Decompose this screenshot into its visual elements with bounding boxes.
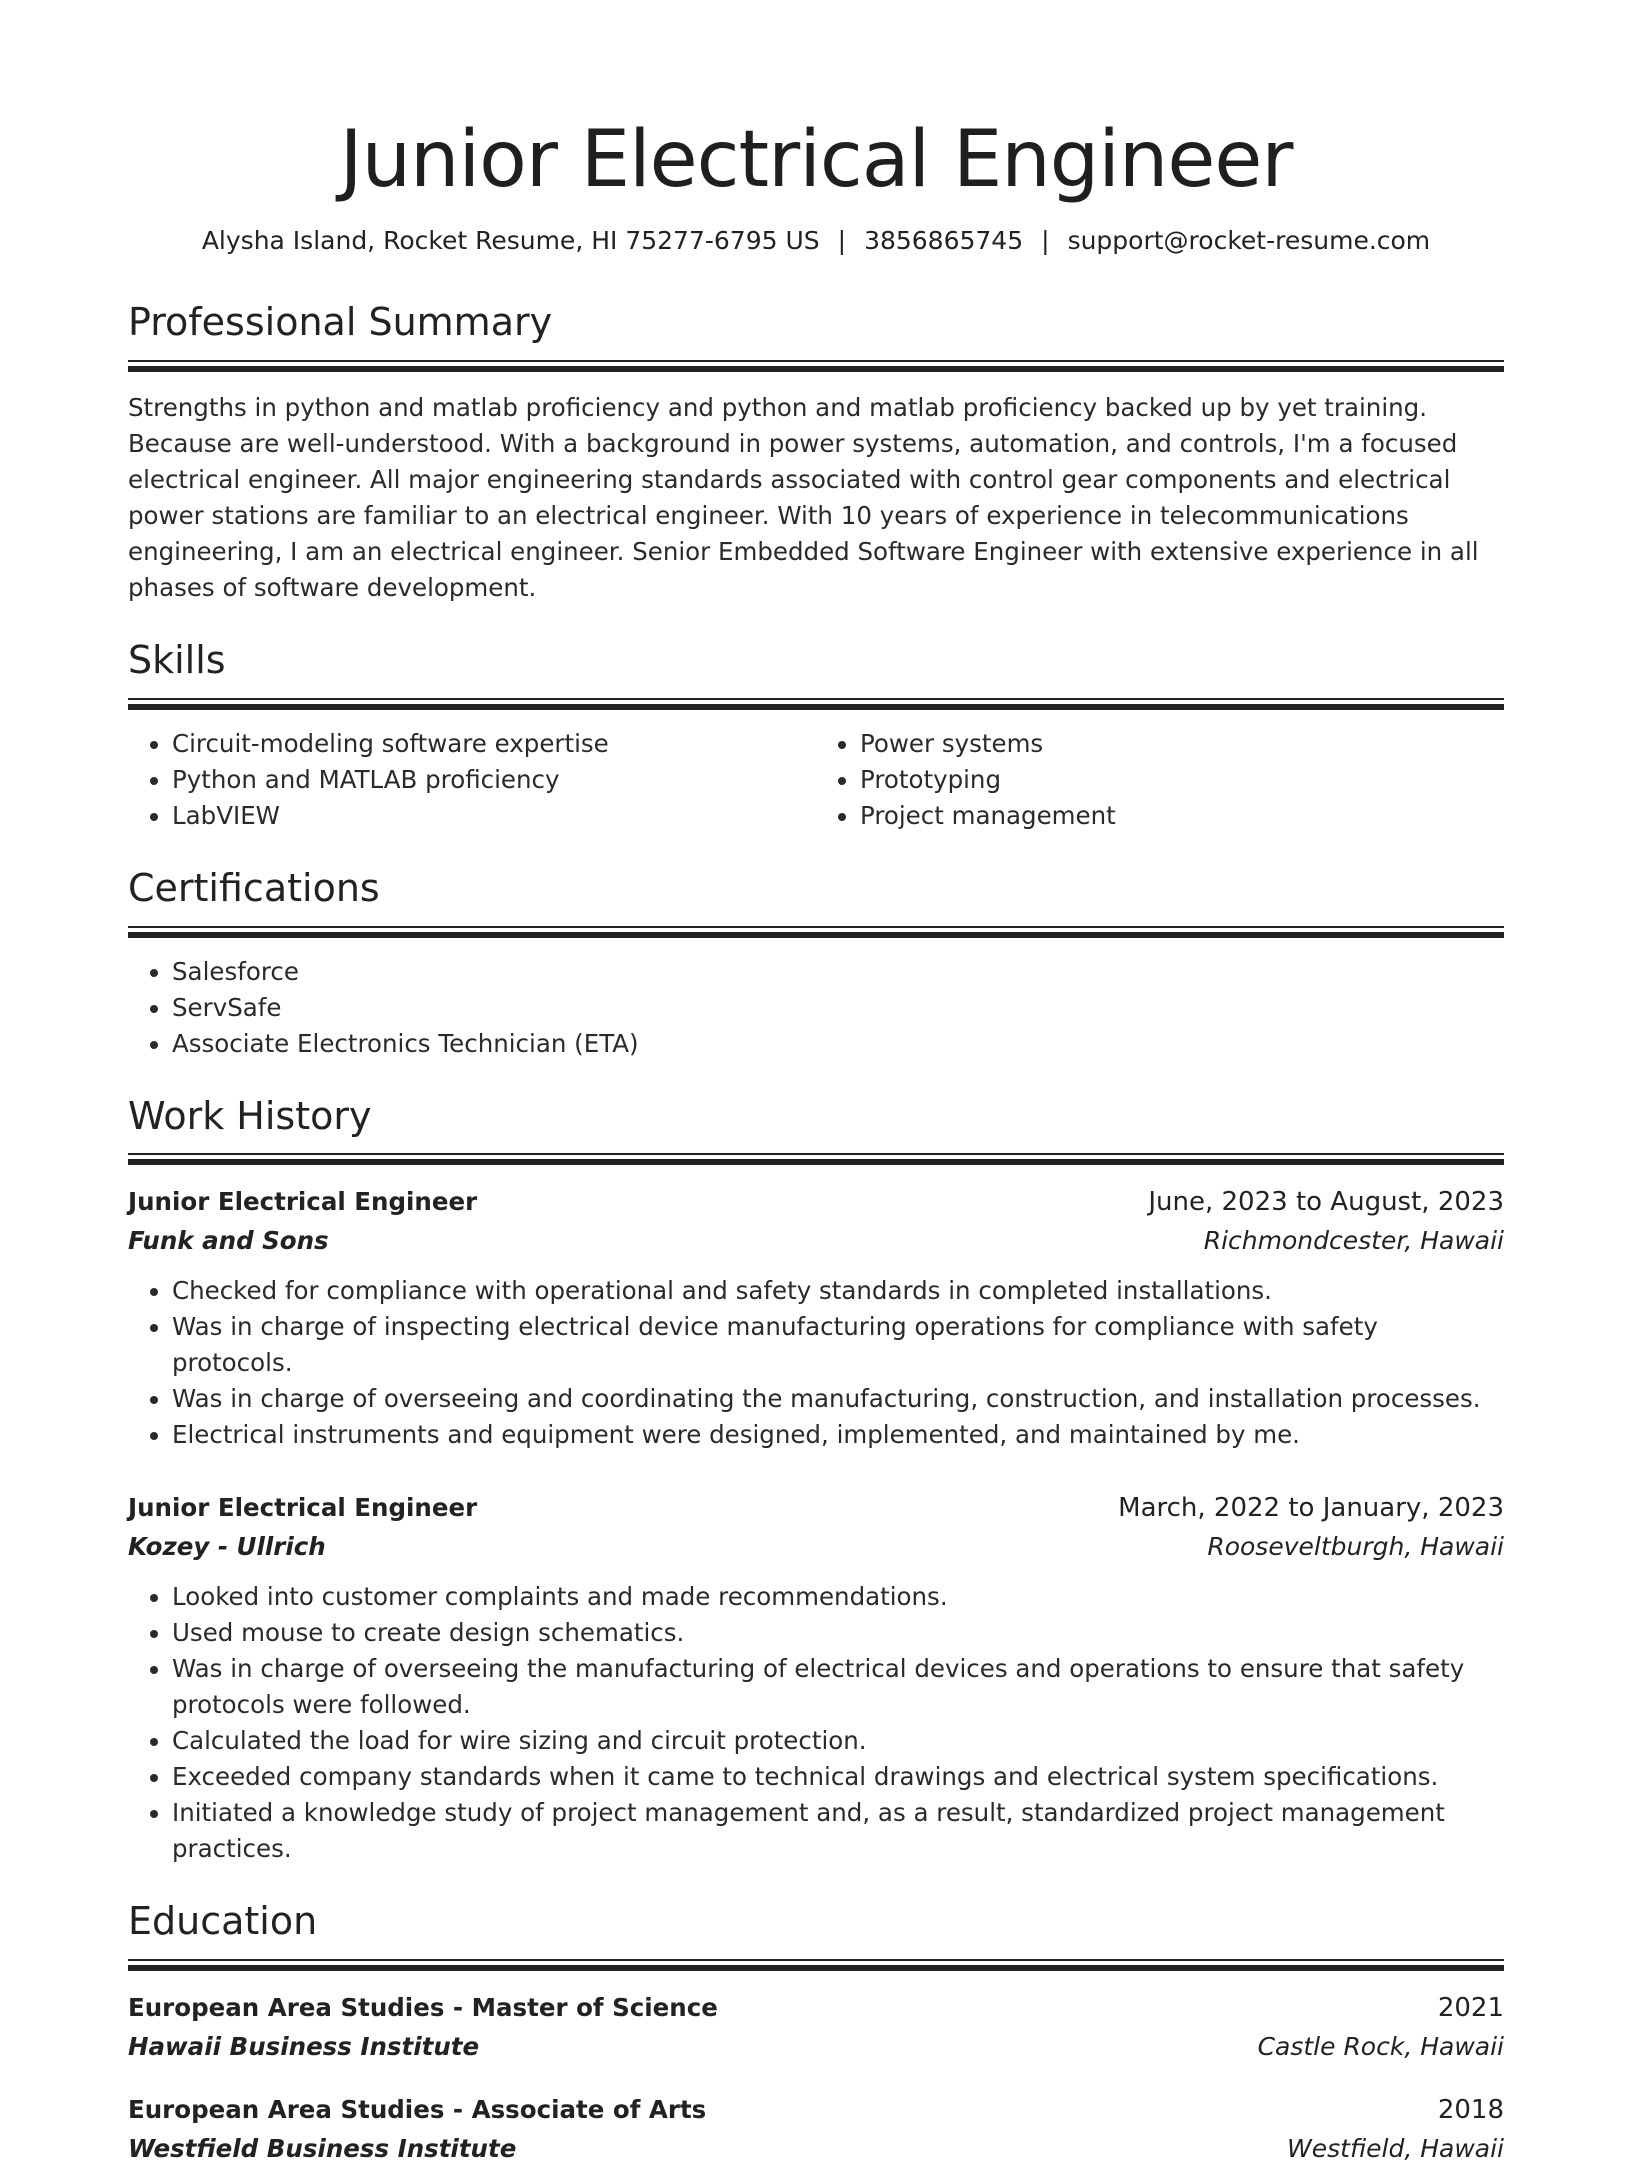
contact-line — [128, 226, 1504, 256]
job-company: Kozey - Ullrich — [128, 1532, 326, 1562]
job-company: Funk and Sons — [128, 1226, 329, 1256]
section-divider — [128, 926, 1504, 938]
section-skills — [128, 640, 1504, 834]
section-heading: Education — [128, 1899, 318, 1944]
job-entry — [128, 1489, 1504, 1867]
summary-text: Strengths in python and matlab proficiency and python and matlab proficiency backed up by yet training. Because are well-understood. With a background in power systems, automation, and controls, I'm a focused electrical engineer. All major engineering standards associated with control gear components and electrical power stations are familiar to an electrical engineer. With 10 years of experience in telecommunications engineering, I am an electrical engineer. Senior Embedded Software Engineer with extensive experience in all phases of software development. — [128, 393, 1479, 603]
certification-item: • Salesforce — [172, 954, 1504, 990]
job-bullet: • Initiated a knowledge study of project management and, as a result, standardized project management practices. — [172, 1795, 1504, 1867]
section-divider — [128, 360, 1504, 372]
job-bullets — [128, 1273, 1504, 1453]
education-year: 2021 — [1437, 1993, 1504, 2024]
job-bullet: • Looked into customer complaints and made recommendations. — [172, 1579, 1504, 1615]
section-divider — [128, 698, 1504, 710]
certifications-list — [128, 954, 1504, 1062]
education-degree: European Area Studies - Master of Science — [128, 1993, 718, 2023]
education-degree: European Area Studies - Associate of Arts — [128, 2095, 707, 2125]
skills-column-right — [816, 726, 1504, 834]
education-header-row — [128, 1989, 1504, 2027]
job-bullet: • Calculated the load for wire sizing and circuit protection. — [172, 1723, 1504, 1759]
section-divider — [128, 1153, 1504, 1165]
job-bullets — [128, 1579, 1504, 1867]
education-entry — [128, 2091, 1504, 2169]
education-school: Hawaii Business Institute — [128, 2032, 480, 2062]
job-bullet: • Checked for compliance with operational and safety standards in completed installations. — [172, 1273, 1504, 1309]
section-heading: Professional Summary — [128, 300, 553, 345]
education-school-row — [128, 2027, 1504, 2067]
certification-item: • ServSafe — [172, 990, 1504, 1026]
skill-item: • Prototyping — [860, 762, 1504, 798]
skill-item: • Power systems — [860, 726, 1504, 762]
education-location: Westfield, Hawaii — [1287, 2134, 1504, 2164]
job-bullet: • Electrical instruments and equipment were designed, implemented, and maintained by me. — [172, 1417, 1504, 1453]
job-location: Rooseveltburgh, Hawaii — [1207, 1532, 1504, 1562]
section-heading: Work History — [128, 1093, 372, 1138]
contact-separator: | — [1041, 226, 1050, 256]
resume-title: Junior Electrical Engineer — [339, 115, 1293, 205]
education-school-row — [128, 2129, 1504, 2169]
section-education — [128, 1901, 1504, 2169]
job-header-row — [128, 1183, 1504, 1221]
skill-item: • Circuit-modeling software expertise — [172, 726, 816, 762]
education-location: Castle Rock, Hawaii — [1257, 2032, 1504, 2062]
section-divider — [128, 1959, 1504, 1971]
job-title: Junior Electrical Engineer — [128, 1493, 478, 1523]
job-dates: March, 2022 to January, 2023 — [1118, 1493, 1504, 1524]
section-certifications — [128, 865, 1504, 1062]
skills-grid — [128, 726, 1504, 834]
skill-item: • Python and MATLAB proficiency — [172, 762, 816, 798]
job-bullet: • Was in charge of overseeing and coordinating the manufacturing, construction, and installation processes. — [172, 1381, 1504, 1417]
contact-phone: 3856865745 — [864, 226, 1024, 256]
skill-item: • Project management — [860, 798, 1504, 834]
section-professional-summary — [128, 302, 1504, 606]
job-title: Junior Electrical Engineer — [128, 1187, 478, 1217]
contact-separator: | — [837, 226, 847, 256]
job-bullet: • Was in charge of inspecting electrical device manufacturing operations for compliance with safety protocols. — [172, 1309, 1504, 1381]
job-bullet: • Exceeded company standards when it came to technical drawings and electrical system specifications. — [172, 1759, 1504, 1795]
skills-column-left — [128, 726, 816, 834]
education-header-row — [128, 2091, 1504, 2129]
contact-email: support@rocket-resume.com — [1067, 226, 1431, 256]
section-work-history — [128, 1093, 1504, 1868]
certification-item: • Associate Electronics Technician (ETA) — [172, 1026, 1504, 1062]
skill-item: • LabVIEW — [172, 798, 816, 834]
education-entry — [128, 1989, 1504, 2067]
section-heading: Skills — [128, 638, 226, 683]
job-company-row — [128, 1221, 1504, 1261]
education-year: 2018 — [1437, 2095, 1504, 2126]
job-entry — [128, 1183, 1504, 1453]
job-header-row — [128, 1489, 1504, 1527]
section-heading: Certifications — [128, 865, 380, 910]
job-company-row — [128, 1527, 1504, 1567]
job-location: Richmondcester, Hawaii — [1203, 1226, 1504, 1256]
education-school: Westfield Business Institute — [128, 2134, 517, 2164]
job-bullet: • Used mouse to create design schematics. — [172, 1615, 1504, 1651]
job-dates: June, 2023 to August, 2023 — [1148, 1187, 1504, 1218]
contact-address: Alysha Island, Rocket Resume, HI 75277-6795 US — [201, 226, 820, 256]
job-bullet: • Was in charge of overseeing the manufacturing of electrical devices and operations to ensure that safety protocols were followed. — [172, 1651, 1504, 1723]
